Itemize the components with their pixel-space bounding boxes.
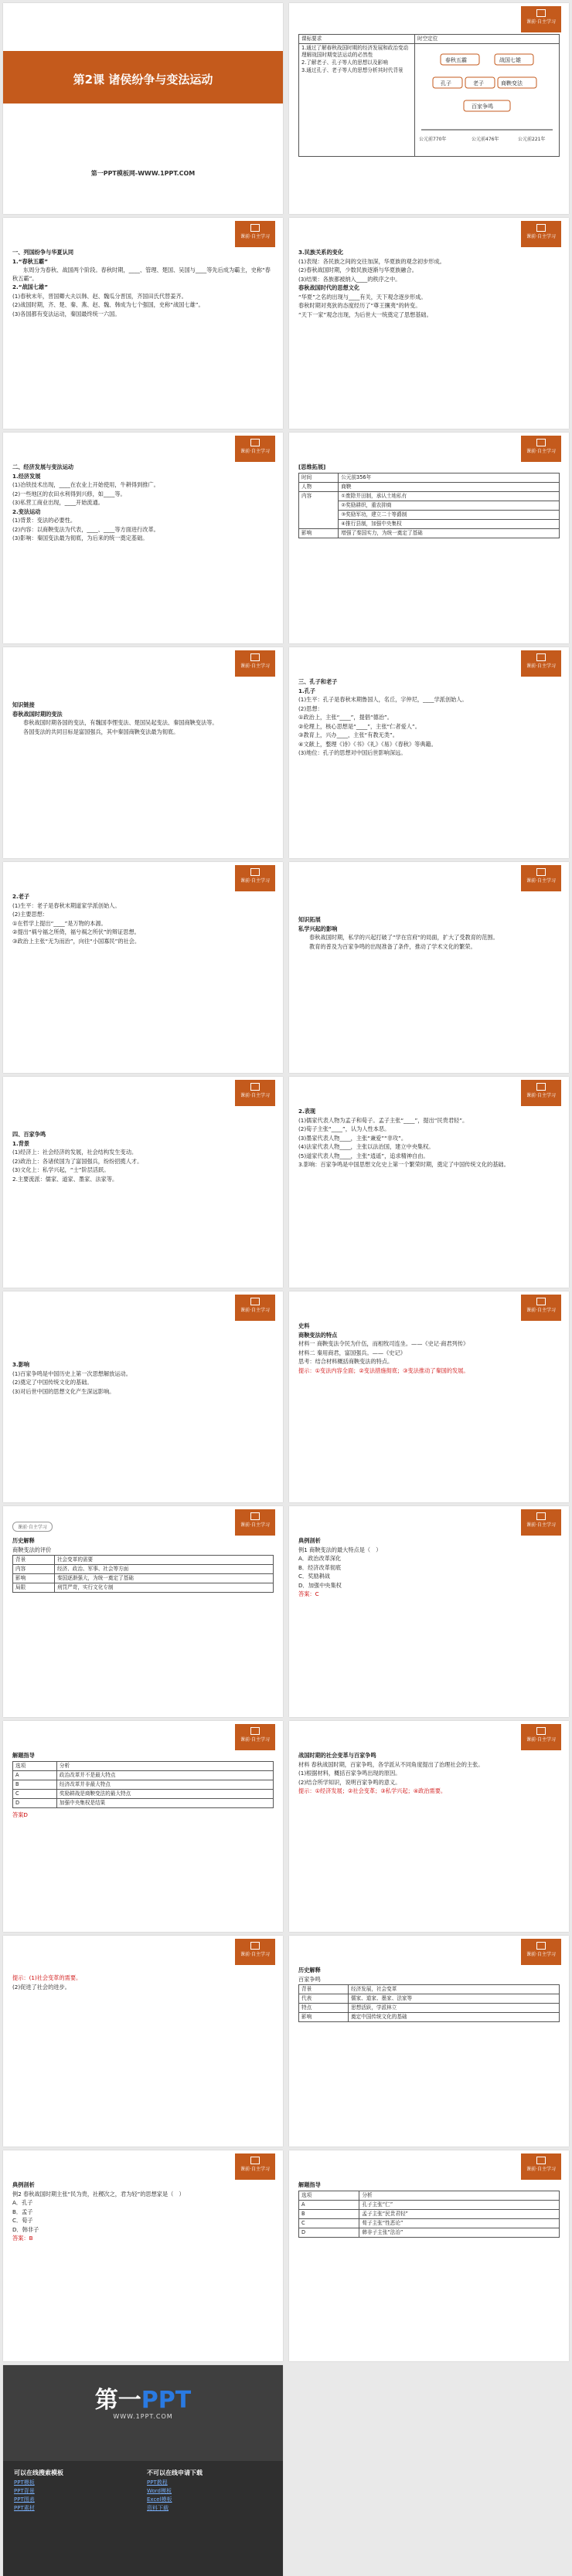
subheading: 1.经济发展 — [12, 472, 41, 480]
answer-text: 答案D — [12, 1811, 28, 1818]
slide-badge: 课前·自主学习 — [521, 865, 561, 891]
option: B．孟子 — [12, 2208, 33, 2215]
row-value: 思想活跃，学派林立 — [348, 2004, 559, 2013]
paragraph: (1)背景：变法的必要性。 — [12, 517, 77, 524]
table-slide — [3, 1721, 283, 1932]
subheading: 史料 — [298, 1322, 310, 1329]
row-label: B — [13, 1780, 57, 1789]
slide-badge: 课前·自主学习 — [521, 436, 561, 462]
paragraph: (1)生平：老子是春秋末期道家学派创始人。 — [12, 901, 121, 909]
subheading: 2.表现 — [298, 1108, 316, 1115]
paragraph: 东周分为春秋、战国两个阶段。春秋时期，____、管理、楚国、吴国与____等先后成为霸主，史称“春秋五霸”。 — [12, 266, 271, 282]
header-cell: 课标要求 — [299, 35, 415, 44]
row-label: C — [299, 2218, 359, 2228]
option: D．韩非子 — [12, 2225, 39, 2233]
content-slide — [289, 218, 569, 429]
book-icon — [250, 439, 260, 446]
book-icon — [536, 1298, 546, 1305]
question: 例2 春秋战国时期主张“民为贵，社稷次之，君为轻”的思想家是（ ） — [12, 2190, 185, 2198]
analysis-table — [298, 2191, 560, 2238]
slide-content — [12, 463, 274, 544]
slide-badge: 课前·自主学习 — [235, 1295, 275, 1321]
row-value: 孔子主张“仁” — [359, 2200, 560, 2209]
table-title: 历史解释 — [12, 1537, 35, 1544]
row-value: 儒家、道家、墨家、法家等 — [348, 1994, 559, 2004]
paragraph: (2)荀子主张“____”，认为人性本恶。 — [298, 1125, 390, 1132]
table-title: 历史解释 — [298, 1967, 321, 1974]
option: A．政治改革深化 — [298, 1555, 342, 1562]
subheading: 2.“战国七雄” — [12, 283, 48, 290]
row-value: 加强中央集权是结果 — [56, 1798, 273, 1807]
paragraph: “华夏”之名的出现与____有关，天下观念逐步形成。 — [298, 293, 427, 300]
row-label: 影响 — [299, 2013, 349, 2022]
table-title: 解题指导 — [12, 1752, 35, 1759]
footer-link[interactable]: 资料下载 — [147, 2505, 169, 2511]
book-icon — [250, 1298, 260, 1305]
table-slide — [289, 433, 569, 643]
slide-badge: 课前·自主学习 — [521, 650, 561, 677]
subheading: 典例剖析 — [12, 2181, 35, 2188]
slide-badge: 课前·自主学习 — [235, 650, 275, 677]
slide-content — [298, 2181, 560, 2238]
subheading: 春秋战国时代的思想文化 — [298, 284, 360, 291]
overview-slide — [289, 3, 569, 214]
section-heading: 四、百家争鸣 — [12, 1131, 46, 1138]
paragraph: (3)对后世中国的思想文化产生深远影响。 — [12, 1387, 115, 1395]
table-title: [思维拓展] — [298, 463, 326, 470]
content-slide — [289, 1291, 569, 1502]
footer-link[interactable]: PPT图表 — [14, 2496, 35, 2503]
paragraph: (4)法家代表人物____，主张以法治国，建立中央集权。 — [298, 1143, 434, 1150]
paragraph: ②伦理上，核心思想是“____”，主张“仁者爱人”。 — [298, 722, 420, 730]
table-slide — [289, 1936, 569, 2147]
req-item: 2.了解老子、孔子等人的思想以及影响 — [301, 59, 388, 66]
slide-badge: 课前·自主学习 — [521, 1724, 561, 1750]
reform-table — [298, 473, 560, 538]
slide-content — [12, 893, 274, 946]
footer-column — [147, 2469, 271, 2513]
label-text: 战国七雄 — [499, 57, 521, 63]
pill: 课前·自主学习 — [12, 1522, 53, 1532]
option: D．加强中央集权 — [298, 1581, 342, 1589]
row-label: 特点 — [299, 2004, 349, 2013]
table-slide — [289, 2150, 569, 2361]
subheading: 私学兴起的影响 — [298, 925, 338, 932]
subheading: 商鞅变法的特点 — [298, 1331, 338, 1339]
cover-title: 第2课 诸侯纷争与变法运动 — [73, 73, 213, 87]
slide-content — [12, 249, 274, 319]
content-slide — [3, 218, 283, 429]
row-value: 奠定中国传统文化的基础 — [348, 2013, 559, 2022]
slide-badge: 课前·自主学习 — [521, 2153, 561, 2180]
paragraph: 材料二 秦用商君，富国强兵。——《史记》 — [298, 1349, 406, 1356]
book-icon — [536, 653, 546, 661]
footer-column — [14, 2469, 138, 2513]
row-label: 内容 — [299, 491, 339, 528]
paragraph: (3)地位：孔子的思想对中国后世影响深远。 — [298, 749, 407, 756]
row-label: 人物 — [299, 482, 339, 491]
timeline-tick: 公元前476年 — [472, 137, 499, 142]
content-slide — [3, 647, 283, 858]
paragraph: (3)影响：秦国变法最为彻底，为后来的统一奠定基础。 — [12, 535, 148, 541]
slide-content — [298, 916, 560, 952]
book-icon — [250, 1942, 260, 1950]
timeline-cell — [415, 44, 560, 157]
school-table — [298, 1984, 560, 2022]
subheading: 知识链接 — [12, 701, 35, 708]
row-label: C — [13, 1789, 57, 1798]
question: (1)根据材料，概括百家争鸣出现的原因。 — [298, 1770, 401, 1777]
table-subtitle: 商鞅变法的评价 — [12, 1546, 52, 1553]
tab-pills — [12, 1517, 56, 1532]
footer-link[interactable]: Excel模板 — [147, 2496, 172, 2503]
brand-logo — [3, 2381, 283, 2415]
question: (2)结合所学知识，说明百家争鸣的意义。 — [298, 1778, 401, 1786]
row-label: 选项 — [299, 2191, 359, 2200]
paragraph: (1)经济上：社会经济的发展，社会结构发生变动。 — [12, 1149, 138, 1156]
paragraph: (2)战国时期，齐、楚、秦、燕、赵、魏、韩成为七个强国，史称“战国七雄”。 — [12, 301, 204, 308]
label-text: 商鞅变法 — [501, 80, 523, 87]
paragraph: 春秋战国时期各国的变法，有魏国李悝变法、楚国吴起变法、秦国商鞅变法等。 — [23, 719, 218, 726]
slide-content — [298, 678, 560, 759]
paragraph: ②提出“祸兮福之所倚，福兮祸之所伏”的辩证思想。 — [12, 928, 140, 935]
label-text: 百家争鸣 — [472, 104, 493, 110]
end-footer — [3, 2461, 283, 2576]
table-title: 解题指导 — [298, 2181, 321, 2188]
paragraph: ④文献上，整理《诗》《书》《礼》《易》《春秋》等典籍。 — [298, 740, 437, 748]
book-icon — [536, 2157, 546, 2164]
paragraph: (1)百家争鸣是中国历史上第一次思想解放运动。 — [12, 1369, 131, 1377]
timeline-tick: 公元前770年 — [419, 137, 447, 142]
slide-content — [298, 1537, 560, 1600]
footer-link[interactable]: PPT教程 — [147, 2479, 168, 2486]
paragraph: ①政治上，主张“____”，提倡“德治”。 — [298, 714, 393, 721]
paragraph: (1)冶铁技术出现，____在农业上开始使用，牛耕得到推广。 — [12, 481, 159, 488]
row-value: 奖励耕战是商鞅变法的最大特点 — [56, 1789, 273, 1798]
answer-text: 答案：C — [298, 1590, 319, 1597]
row-value: 荀子主张“性恶论” — [359, 2218, 560, 2228]
slide-badge: 课前·自主学习 — [521, 221, 561, 247]
slide-badge: 课前·自主学习 — [235, 1939, 275, 1965]
paragraph: 3.影响：百家争鸣是中国思想文化史上第一个繁荣时期，奠定了中国传统文化的基础。 — [298, 1161, 509, 1168]
slide-content — [298, 1967, 560, 2022]
footer-title: 可以在线搜索模板 — [14, 2469, 63, 2476]
option: A．孔子 — [12, 2199, 33, 2206]
book-icon — [536, 439, 546, 446]
paragraph: 材料一 商鞅变法令民为什伍，而相牧司连坐。——《史记·商君列传》 — [298, 1340, 469, 1347]
paragraph: (2)内容：以商鞅变法为代表，____、____等方面进行改革。 — [12, 525, 159, 533]
book-icon — [250, 224, 260, 232]
hint-text: 提示：①经济发展；②社会变革；③私学兴起；④政治需要。 — [298, 1787, 447, 1794]
option: C．荀子 — [12, 2217, 33, 2224]
slide-badge: 课前·自主学习 — [235, 865, 275, 891]
req-item: 3.通过孔子、老子等人的思想分析其时代背景 — [301, 67, 403, 73]
content-slide — [3, 433, 283, 643]
row-label: 局限 — [13, 1583, 55, 1593]
subheading: 春秋战国时期的变法 — [12, 710, 63, 718]
book-icon — [250, 2157, 260, 2164]
paragraph: (3)墨家代表人物____，主张“兼爱”“非攻”。 — [298, 1134, 407, 1142]
paragraph: (2)思想： — [298, 704, 323, 712]
row-value: 韩非子主张“法治” — [359, 2228, 560, 2237]
row-value: 分析 — [359, 2191, 560, 2200]
section-heading: 二、经济发展与变法运动 — [12, 463, 74, 470]
row-value: ③奖励军功，建立二十等爵制 — [339, 510, 560, 519]
slide-badge: 课前·自主学习 — [521, 1295, 561, 1321]
content-slide — [3, 1077, 283, 1288]
book-icon — [536, 1727, 546, 1735]
slide-badge: 课前·自主学习 — [521, 1080, 561, 1106]
paragraph: (5)道家代表人物____，主张“逍遥”，追求精神自由。 — [298, 1152, 429, 1159]
timeline-diagram — [417, 45, 557, 153]
slide-badge: 课前·自主学习 — [235, 436, 275, 462]
hint-text: 提示：(1)社会变革的需要。 — [12, 1974, 82, 1981]
subheading: 战国时期的社会变革与百家争鸣 — [298, 1752, 376, 1759]
option: C．奖励耕战 — [298, 1573, 330, 1580]
slide-content — [298, 249, 560, 320]
row-label: 影响 — [299, 528, 339, 538]
paragraph: 春秋时期对夷狄的态度经历了“尊王攘夷”的转变。 — [298, 302, 421, 309]
footer-link[interactable]: PPT素材 — [14, 2505, 35, 2511]
book-icon — [536, 9, 546, 17]
book-icon — [536, 1942, 546, 1950]
paragraph: ①在哲学上提出“____”是万物的本源。 — [12, 919, 107, 927]
paragraph: (1)表现：各民族之间的交往加深，华夏族的观念初步形成。 — [298, 257, 445, 265]
content-slide — [3, 2150, 283, 2361]
slide-content — [298, 1752, 560, 1797]
evaluation-table — [12, 1555, 274, 1593]
paragraph: (2)一些地区的农田水利得到兴修，如____等。 — [12, 490, 126, 497]
content-slide — [289, 1721, 569, 1932]
slide-badge: 课前·自主学习 — [235, 1080, 275, 1106]
paragraph: 2.主要流派：儒家、道家、墨家、法家等。 — [12, 1175, 118, 1183]
book-icon — [250, 1727, 260, 1735]
section-heading: 一、列国纷争与华夏认同 — [12, 249, 74, 256]
cover-subtitle: 第一PPT模板网-WWW.1PPT.COM — [90, 170, 196, 177]
footer-link[interactable]: Word模板 — [147, 2488, 172, 2494]
paragraph: (2)主要思想： — [12, 911, 49, 918]
subheading: 2.变法运动 — [12, 507, 41, 515]
subheading: 典例剖析 — [298, 1537, 321, 1544]
row-value: ①废除井田制，承认土地私有 — [339, 491, 560, 501]
slide-content — [298, 1322, 560, 1376]
paragraph: (1)生平：孔子是春秋末期鲁国人，名丘，字仲尼，____学派创始人。 — [298, 696, 468, 703]
row-value: 商鞅 — [339, 482, 560, 491]
slide-content — [12, 1131, 274, 1184]
content-slide — [289, 1077, 569, 1288]
slide-badge: 课前·自主学习 — [235, 1509, 275, 1536]
option: B．经济改革彻底 — [298, 1563, 342, 1571]
label-text: 孔子 — [441, 80, 451, 87]
slide-content — [12, 1752, 274, 1820]
paragraph: 春秋战国时期，私学的兴起打破了“学在官府”的局面，扩大了受教育的范围。 — [309, 934, 499, 941]
row-value: 孟子主张“民贵君轻” — [359, 2209, 560, 2218]
section-heading: 三、孔子和老子 — [298, 678, 338, 685]
paragraph: (2)政治上：各诸侯国为了富国强兵，纷纷招揽人才。 — [12, 1157, 143, 1165]
slide-content — [12, 1361, 274, 1397]
overview-content — [298, 34, 560, 157]
paragraph: “天下一家”观念出现，为后世大一统奠定了思想基础。 — [298, 311, 432, 318]
slide-content — [12, 1537, 274, 1593]
analysis-table — [12, 1761, 274, 1808]
subheading: 1.孔子 — [298, 687, 316, 694]
row-value: 政治改革并不是最大特点 — [56, 1770, 273, 1780]
slide-content — [12, 2181, 274, 2244]
content-slide — [289, 1506, 569, 1717]
timeline-tick: 公元前221年 — [518, 137, 546, 142]
row-value: 分析 — [56, 1761, 273, 1770]
content-slide — [289, 862, 569, 1073]
row-value: ②奖励耕织，重农抑商 — [339, 501, 560, 510]
paragraph: 材料 春秋战国时期，百家争鸣，各学派从不同角度提出了治理社会的主张。 — [298, 1760, 484, 1768]
slide-badge: 课前·自主学习 — [521, 1939, 561, 1965]
row-label: A — [13, 1770, 57, 1780]
paragraph: (1)春秋末年，晋国卿大夫以韩、赵、魏瓜分晋国，齐国田氏代替姜齐。 — [12, 292, 187, 300]
slide-content — [12, 701, 274, 737]
cover-slide — [3, 3, 283, 214]
slide-badge: 课前·自主学习 — [235, 2153, 275, 2180]
content-slide — [3, 1291, 283, 1502]
row-value: 增强了秦国实力，为统一奠定了基础 — [339, 528, 560, 538]
paragraph: 思考：结合材料概括商鞅变法的特点。 — [298, 1358, 393, 1365]
paragraph: (3)结果：各族都被纳入____的秩序之中。 — [298, 275, 401, 283]
content-slide — [3, 862, 283, 1073]
content-slide — [3, 1936, 283, 2147]
paragraph: ③政治上主张“无为而治”，向往“小国寡民”的社会。 — [12, 937, 141, 945]
header-cell: 时空定位 — [415, 35, 560, 44]
row-value: 经济发展，社会变革 — [348, 1985, 559, 1994]
book-icon — [536, 224, 546, 232]
table-subtitle: 百家争鸣 — [298, 1975, 321, 1983]
book-icon — [250, 1083, 260, 1091]
book-icon — [536, 868, 546, 876]
book-icon — [250, 868, 260, 876]
slide-content — [298, 1108, 560, 1170]
paragraph: 教育的普及为百家争鸣的出现准备了条件，推动了学术文化的繁荣。 — [309, 942, 476, 950]
paragraph: (2)春秋战国时期，少数民族逐渐与华夏族融合。 — [298, 266, 417, 273]
brand-url: WWW.1PPT.COM — [113, 2413, 173, 2420]
row-value: 刑罚严苛，实行文化专制 — [54, 1583, 273, 1593]
row-label: 选项 — [13, 1761, 57, 1770]
logo-main: 第一 — [94, 2387, 141, 2414]
row-value: 社会变革的需要 — [54, 1556, 273, 1565]
paragraph: (3)文化上：私学兴起，“士”阶层活跃。 — [12, 1166, 110, 1173]
paragraph: (2)促进了社会的进步。 — [12, 1983, 70, 1991]
row-label: 背景 — [299, 1985, 349, 1994]
label-text: 老子 — [473, 80, 484, 87]
subheading: 知识拓展 — [298, 916, 321, 923]
row-label: 内容 — [13, 1565, 55, 1574]
footer-link[interactable]: PPT模板 — [14, 2479, 35, 2486]
answer-text: 答案：B — [12, 2235, 33, 2242]
slide-content — [12, 1974, 274, 1992]
row-label: 时间 — [299, 473, 339, 482]
content-slide — [289, 647, 569, 858]
logo-accent: PPT — [141, 2387, 192, 2414]
paragraph: ③教育上，兴办____，主张“有教无类”。 — [298, 731, 398, 738]
slide-badge: 课前·自主学习 — [521, 6, 561, 32]
subheading: 3.民族关系的变化 — [298, 249, 344, 256]
subheading: 2.老子 — [12, 893, 30, 900]
row-label: B — [299, 2209, 359, 2218]
row-label: 影响 — [13, 1574, 55, 1583]
book-icon — [536, 1083, 546, 1091]
slide-content — [298, 463, 560, 538]
table-slide — [3, 1506, 283, 1717]
book-icon — [536, 1512, 546, 1520]
subheading: 3.影响 — [12, 1361, 30, 1368]
question: 例1 商鞅变法的最大特点是（ ） — [298, 1546, 382, 1553]
row-value: 公元前356年 — [339, 473, 560, 482]
book-icon — [250, 1512, 260, 1520]
row-value: ④推行县制，加强中央集权 — [339, 519, 560, 528]
paragraph: (3)私营工商业出现，____开始流通。 — [12, 499, 104, 506]
paragraph: 各国变法的共同目标是富国强兵，其中秦国商鞅变法最为彻底。 — [23, 728, 179, 735]
row-value: 经济、政治、军事、社会等方面 — [54, 1565, 273, 1574]
row-value: 经济改革并非最大特点 — [56, 1780, 273, 1789]
hint-text: 提示：①变法内容全面；②变法措施彻底；③变法推动了秦国的发展。 — [298, 1366, 469, 1374]
row-label: 背景 — [13, 1556, 55, 1565]
footer-link[interactable]: PPT背景 — [14, 2488, 35, 2494]
paragraph: (3)各国都有变法运动，秦国最终统一六国。 — [12, 310, 121, 317]
row-label: 代表 — [299, 1994, 349, 2004]
paragraph: (2)奠定了中国传统文化的基础。 — [12, 1379, 93, 1386]
requirements-cell — [299, 44, 415, 157]
row-value: 秦国逐渐强大，为统一奠定了基础 — [54, 1574, 273, 1583]
row-label: A — [299, 2200, 359, 2209]
req-item: 1.通过了解春秋战国时期的经济发展和政治变动理解战国时期变法运动的必然性 — [301, 45, 409, 58]
subheading: 1.“春秋五霸” — [12, 257, 48, 265]
footer-title: 不可以在线申请下载 — [147, 2469, 203, 2476]
row-label: D — [299, 2228, 359, 2237]
slide-badge: 课前·自主学习 — [235, 1724, 275, 1750]
subheading: 1.背景 — [12, 1139, 30, 1147]
overview-table — [298, 34, 560, 157]
end-slide — [3, 2365, 283, 2576]
book-icon — [250, 653, 260, 661]
slide-badge: 课前·自主学习 — [235, 221, 275, 247]
row-label: D — [13, 1798, 57, 1807]
paragraph: (1)儒家代表人物为孟子和荀子。孟子主张“____”，提出“民贵君轻”。 — [298, 1116, 468, 1124]
label-text: 春秋五霸 — [445, 57, 467, 63]
slide-badge: 课前·自主学习 — [521, 1509, 561, 1536]
